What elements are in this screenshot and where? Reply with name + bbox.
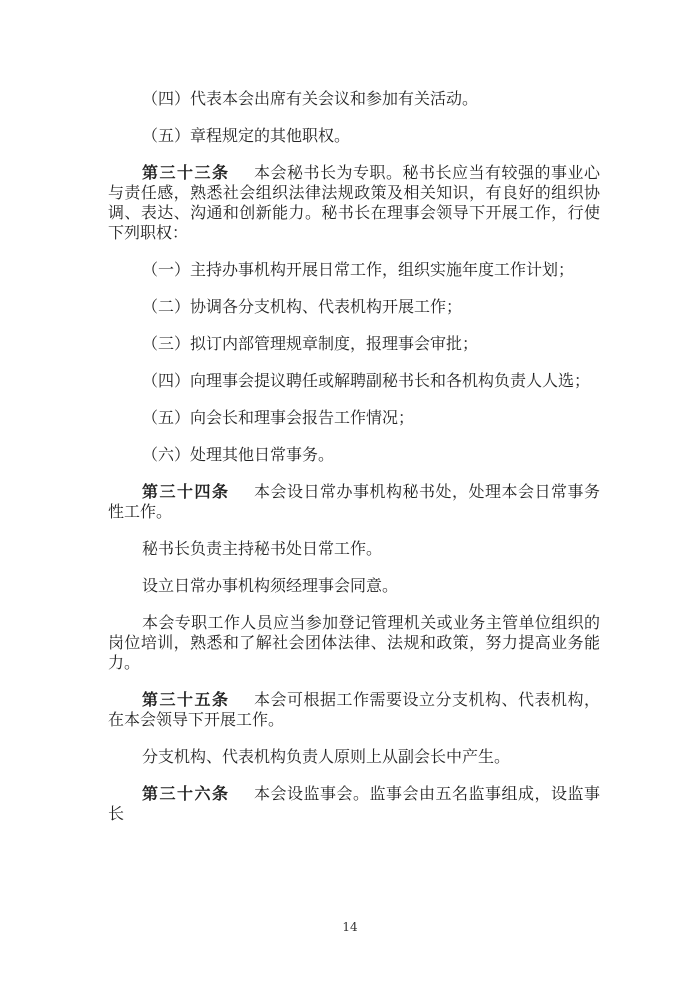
page-number: 14: [342, 920, 358, 934]
paragraph: [108, 163, 600, 243]
article-heading: 第三十六条: [142, 784, 230, 803]
paragraph-text: （四）向理事会提议聘任或解聘副秘书长和各机构负责人人选；: [142, 371, 591, 390]
paragraph: [108, 297, 600, 317]
paragraph-text: 本会设监事会。监事会由五名监事组成，设监事长: [108, 784, 600, 823]
paragraph: [108, 747, 600, 767]
paragraph-text: 本会专职工作人员应当参加登记管理机关或业务主管单位组织的岗位培训，熟悉和了解社会团体法律、法规和政策，努力提高业务能力。: [108, 613, 600, 672]
paragraph: [108, 613, 600, 673]
paragraph: [108, 260, 600, 280]
article-heading: 第三十四条: [142, 482, 230, 501]
paragraph: [108, 408, 600, 428]
paragraph-text: 设立日常办事机构须经理事会同意。: [142, 576, 399, 595]
document-body: [108, 89, 600, 841]
paragraph: [108, 126, 600, 146]
paragraph: [108, 445, 600, 465]
paragraph-text: （五）向会长和理事会报告工作情况；: [142, 408, 415, 427]
paragraph-text: （五）章程规定的其他职权。: [142, 126, 351, 145]
paragraph-text: 本会可根据工作需要设立分支机构、代表机构，在本会领导下开展工作。: [108, 690, 600, 729]
paragraph: [108, 334, 600, 354]
paragraph-text: 秘书长负责主持秘书处日常工作。: [142, 539, 383, 558]
paragraph-text: （三）拟订内部管理规章制度，报理事会审批；: [142, 334, 479, 353]
paragraph: [108, 539, 600, 559]
paragraph: [108, 482, 600, 522]
article-heading: 第三十三条: [142, 163, 230, 182]
paragraph-text: 分支机构、代表机构负责人原则上从副会长中产生。: [142, 747, 511, 766]
paragraph-text: 本会设日常办事机构秘书处，处理本会日常事务性工作。: [108, 482, 600, 521]
paragraph-text: （二）协调各分支机构、代表机构开展工作；: [142, 297, 463, 316]
paragraph: [108, 690, 600, 730]
paragraph: [108, 784, 600, 824]
paragraph-text: （一）主持办事机构开展日常工作，组织实施年度工作计划；: [142, 260, 575, 279]
paragraph: [108, 576, 600, 596]
paragraph-text: （六）处理其他日常事务。: [142, 445, 335, 464]
paragraph: [108, 89, 600, 109]
paragraph-text: （四）代表本会出席有关会议和参加有关活动。: [142, 89, 479, 108]
paragraph-text: 本会秘书长为专职。秘书长应当有较强的事业心与责任感，熟悉社会组织法律法规政策及相关知识，有良好的组织协调、表达、沟通和创新能力。秘书长在理事会领导下开展工作，行使下列职权：: [108, 163, 600, 242]
article-heading: 第三十五条: [142, 690, 230, 709]
paragraph: [108, 371, 600, 391]
